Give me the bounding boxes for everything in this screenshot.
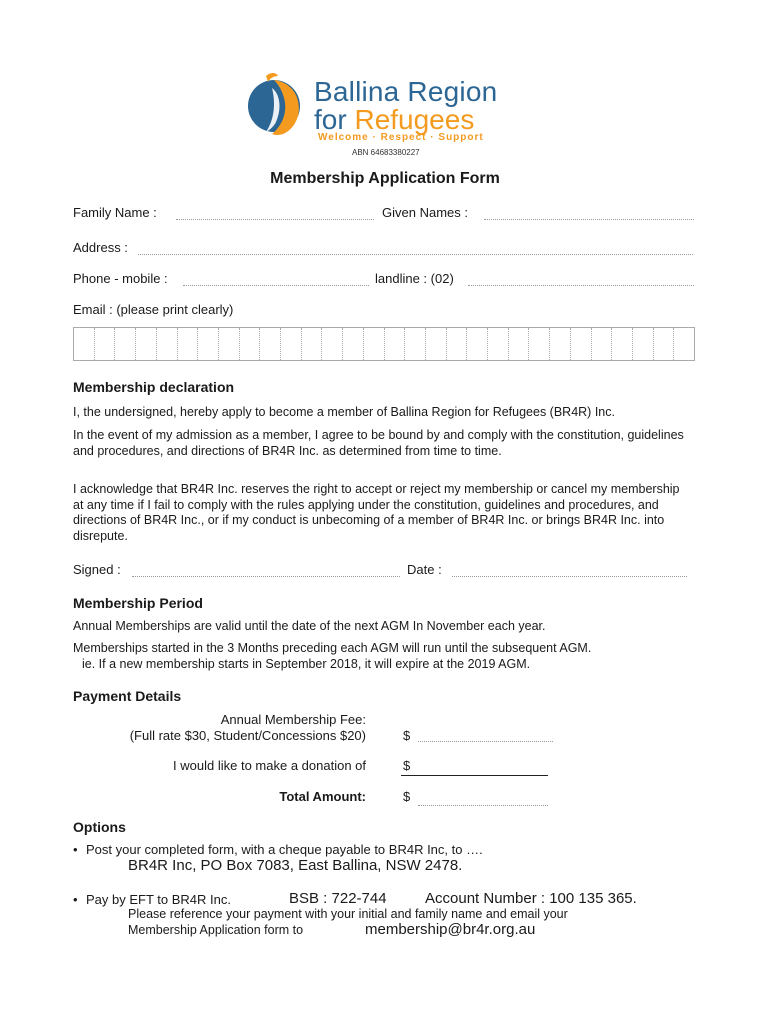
email-character-cell[interactable] bbox=[364, 328, 385, 360]
email-character-cell[interactable] bbox=[654, 328, 675, 360]
email-character-cell[interactable] bbox=[550, 328, 571, 360]
total-amount-field[interactable] bbox=[418, 805, 548, 806]
fee-amount-field[interactable] bbox=[418, 741, 553, 742]
logo-word-refugees: Refugees bbox=[354, 104, 475, 135]
logo bbox=[244, 68, 534, 158]
email-character-cell[interactable] bbox=[612, 328, 633, 360]
landline-field[interactable] bbox=[468, 285, 694, 286]
email-character-cell[interactable] bbox=[95, 328, 116, 360]
phone-mobile-field[interactable] bbox=[183, 285, 369, 286]
email-character-cell[interactable] bbox=[178, 328, 199, 360]
family-name-label: Family Name : bbox=[73, 205, 157, 220]
payment-heading: Payment Details bbox=[73, 688, 182, 704]
signature-field[interactable] bbox=[132, 576, 400, 577]
reference-line-2: Membership Application form to bbox=[128, 923, 304, 937]
bullet-post: • bbox=[73, 842, 78, 857]
email-character-cell[interactable] bbox=[219, 328, 240, 360]
date-label: Date : bbox=[407, 562, 442, 577]
post-option-text: Post your completed form, with a cheque payable to BR4R Inc, to …. bbox=[86, 842, 483, 857]
total-currency: $ bbox=[403, 789, 411, 804]
email-character-boxes[interactable] bbox=[73, 327, 695, 361]
fee-currency: $ bbox=[403, 728, 411, 743]
reference-line-1: Please reference your payment with your initial and family name and email your bbox=[128, 907, 568, 921]
email-character-cell[interactable] bbox=[405, 328, 426, 360]
email-character-cell[interactable] bbox=[385, 328, 406, 360]
email-character-cell[interactable] bbox=[571, 328, 592, 360]
donation-label: I would like to make a donation of bbox=[173, 758, 366, 773]
fee-label-line2: (Full rate $30, Student/Concessions $20) bbox=[129, 728, 366, 743]
bsb-number: BSB : 722-744 bbox=[289, 890, 387, 907]
email-character-cell[interactable] bbox=[322, 328, 343, 360]
post-address: BR4R Inc, PO Box 7083, East Ballina, NSW 2478. bbox=[128, 857, 463, 874]
email-character-cell[interactable] bbox=[447, 328, 468, 360]
period-paragraph-2: Memberships started in the 3 Months preceding each AGM will run until the subsequent AGM. bbox=[73, 641, 592, 655]
landline-label: landline : (02) bbox=[375, 271, 454, 286]
declaration-paragraph-2: In the event of my admission as a member, I agree to be bound by and comply with the constitution, guidelines and procedures, and directions of BR4R Inc. as determined from time to time. bbox=[73, 428, 684, 458]
email-character-cell[interactable] bbox=[674, 328, 694, 360]
given-names-field[interactable] bbox=[484, 219, 694, 220]
declaration-paragraph-3: I acknowledge that BR4R Inc. reserves the right to accept or reject my membership or cancel my membership at any time if I fail to comply with the rules applying under the constitution, guidelines and procedures, and directions of BR4R Inc., or if my conduct is unbecoming of a member of BR4R Inc. or brings BR4R Inc. into disrepute. bbox=[73, 482, 680, 543]
family-name-field[interactable] bbox=[176, 219, 374, 220]
email-character-cell[interactable] bbox=[281, 328, 302, 360]
email-character-cell[interactable] bbox=[426, 328, 447, 360]
total-label: Total Amount: bbox=[279, 789, 366, 804]
email-character-cell[interactable] bbox=[74, 328, 95, 360]
page-title: Membership Application Form bbox=[270, 170, 500, 187]
given-names-label: Given Names : bbox=[382, 205, 468, 220]
email-character-cell[interactable] bbox=[633, 328, 654, 360]
logo-name-line1: Ballina Region bbox=[314, 76, 498, 107]
phone-mobile-label: Phone - mobile : bbox=[73, 271, 168, 286]
email-character-cell[interactable] bbox=[260, 328, 281, 360]
abn-number: ABN 64683380227 bbox=[352, 148, 420, 157]
logo-tagline: Welcome · Respect · Support bbox=[318, 132, 484, 143]
email-character-cell[interactable] bbox=[343, 328, 364, 360]
declaration-paragraph-1: I, the undersigned, hereby apply to become a member of Ballina Region for Refugees (BR4R) Inc. bbox=[73, 405, 615, 419]
date-field[interactable] bbox=[452, 576, 687, 577]
email-character-cell[interactable] bbox=[529, 328, 550, 360]
email-character-cell[interactable] bbox=[592, 328, 613, 360]
email-character-cell[interactable] bbox=[157, 328, 178, 360]
email-character-cell[interactable] bbox=[115, 328, 136, 360]
email-character-cell[interactable] bbox=[302, 328, 323, 360]
address-field[interactable] bbox=[138, 254, 693, 255]
period-paragraph-3: ie. If a new membership starts in September 2018, it will expire at the 2019 AGM. bbox=[82, 657, 531, 671]
fee-label-line1: Annual Membership Fee: bbox=[220, 712, 366, 727]
email-character-cell[interactable] bbox=[467, 328, 488, 360]
address-label: Address : bbox=[73, 240, 128, 255]
eft-option-text: Pay by EFT to BR4R Inc. bbox=[86, 892, 231, 907]
donation-currency: $ bbox=[403, 758, 411, 773]
period-paragraph-1: Annual Memberships are valid until the date of the next AGM In November each year. bbox=[73, 619, 546, 633]
period-heading: Membership Period bbox=[73, 595, 203, 611]
bullet-eft: • bbox=[73, 892, 78, 907]
email-character-cell[interactable] bbox=[136, 328, 157, 360]
membership-email-link[interactable]: membership@br4r.org.au bbox=[365, 921, 536, 938]
email-character-cell[interactable] bbox=[509, 328, 530, 360]
signed-label: Signed : bbox=[73, 562, 121, 577]
email-label: Email : (please print clearly) bbox=[73, 302, 234, 317]
logo-word-for: for bbox=[314, 104, 347, 135]
email-character-cell[interactable] bbox=[198, 328, 219, 360]
donation-amount-field[interactable] bbox=[401, 775, 548, 776]
email-character-cell[interactable] bbox=[488, 328, 509, 360]
options-heading: Options bbox=[73, 819, 126, 835]
email-character-cell[interactable] bbox=[240, 328, 261, 360]
account-number: Account Number : 100 135 365. bbox=[425, 890, 637, 907]
declaration-heading: Membership declaration bbox=[73, 379, 235, 395]
dove-emblem-icon bbox=[244, 68, 308, 140]
